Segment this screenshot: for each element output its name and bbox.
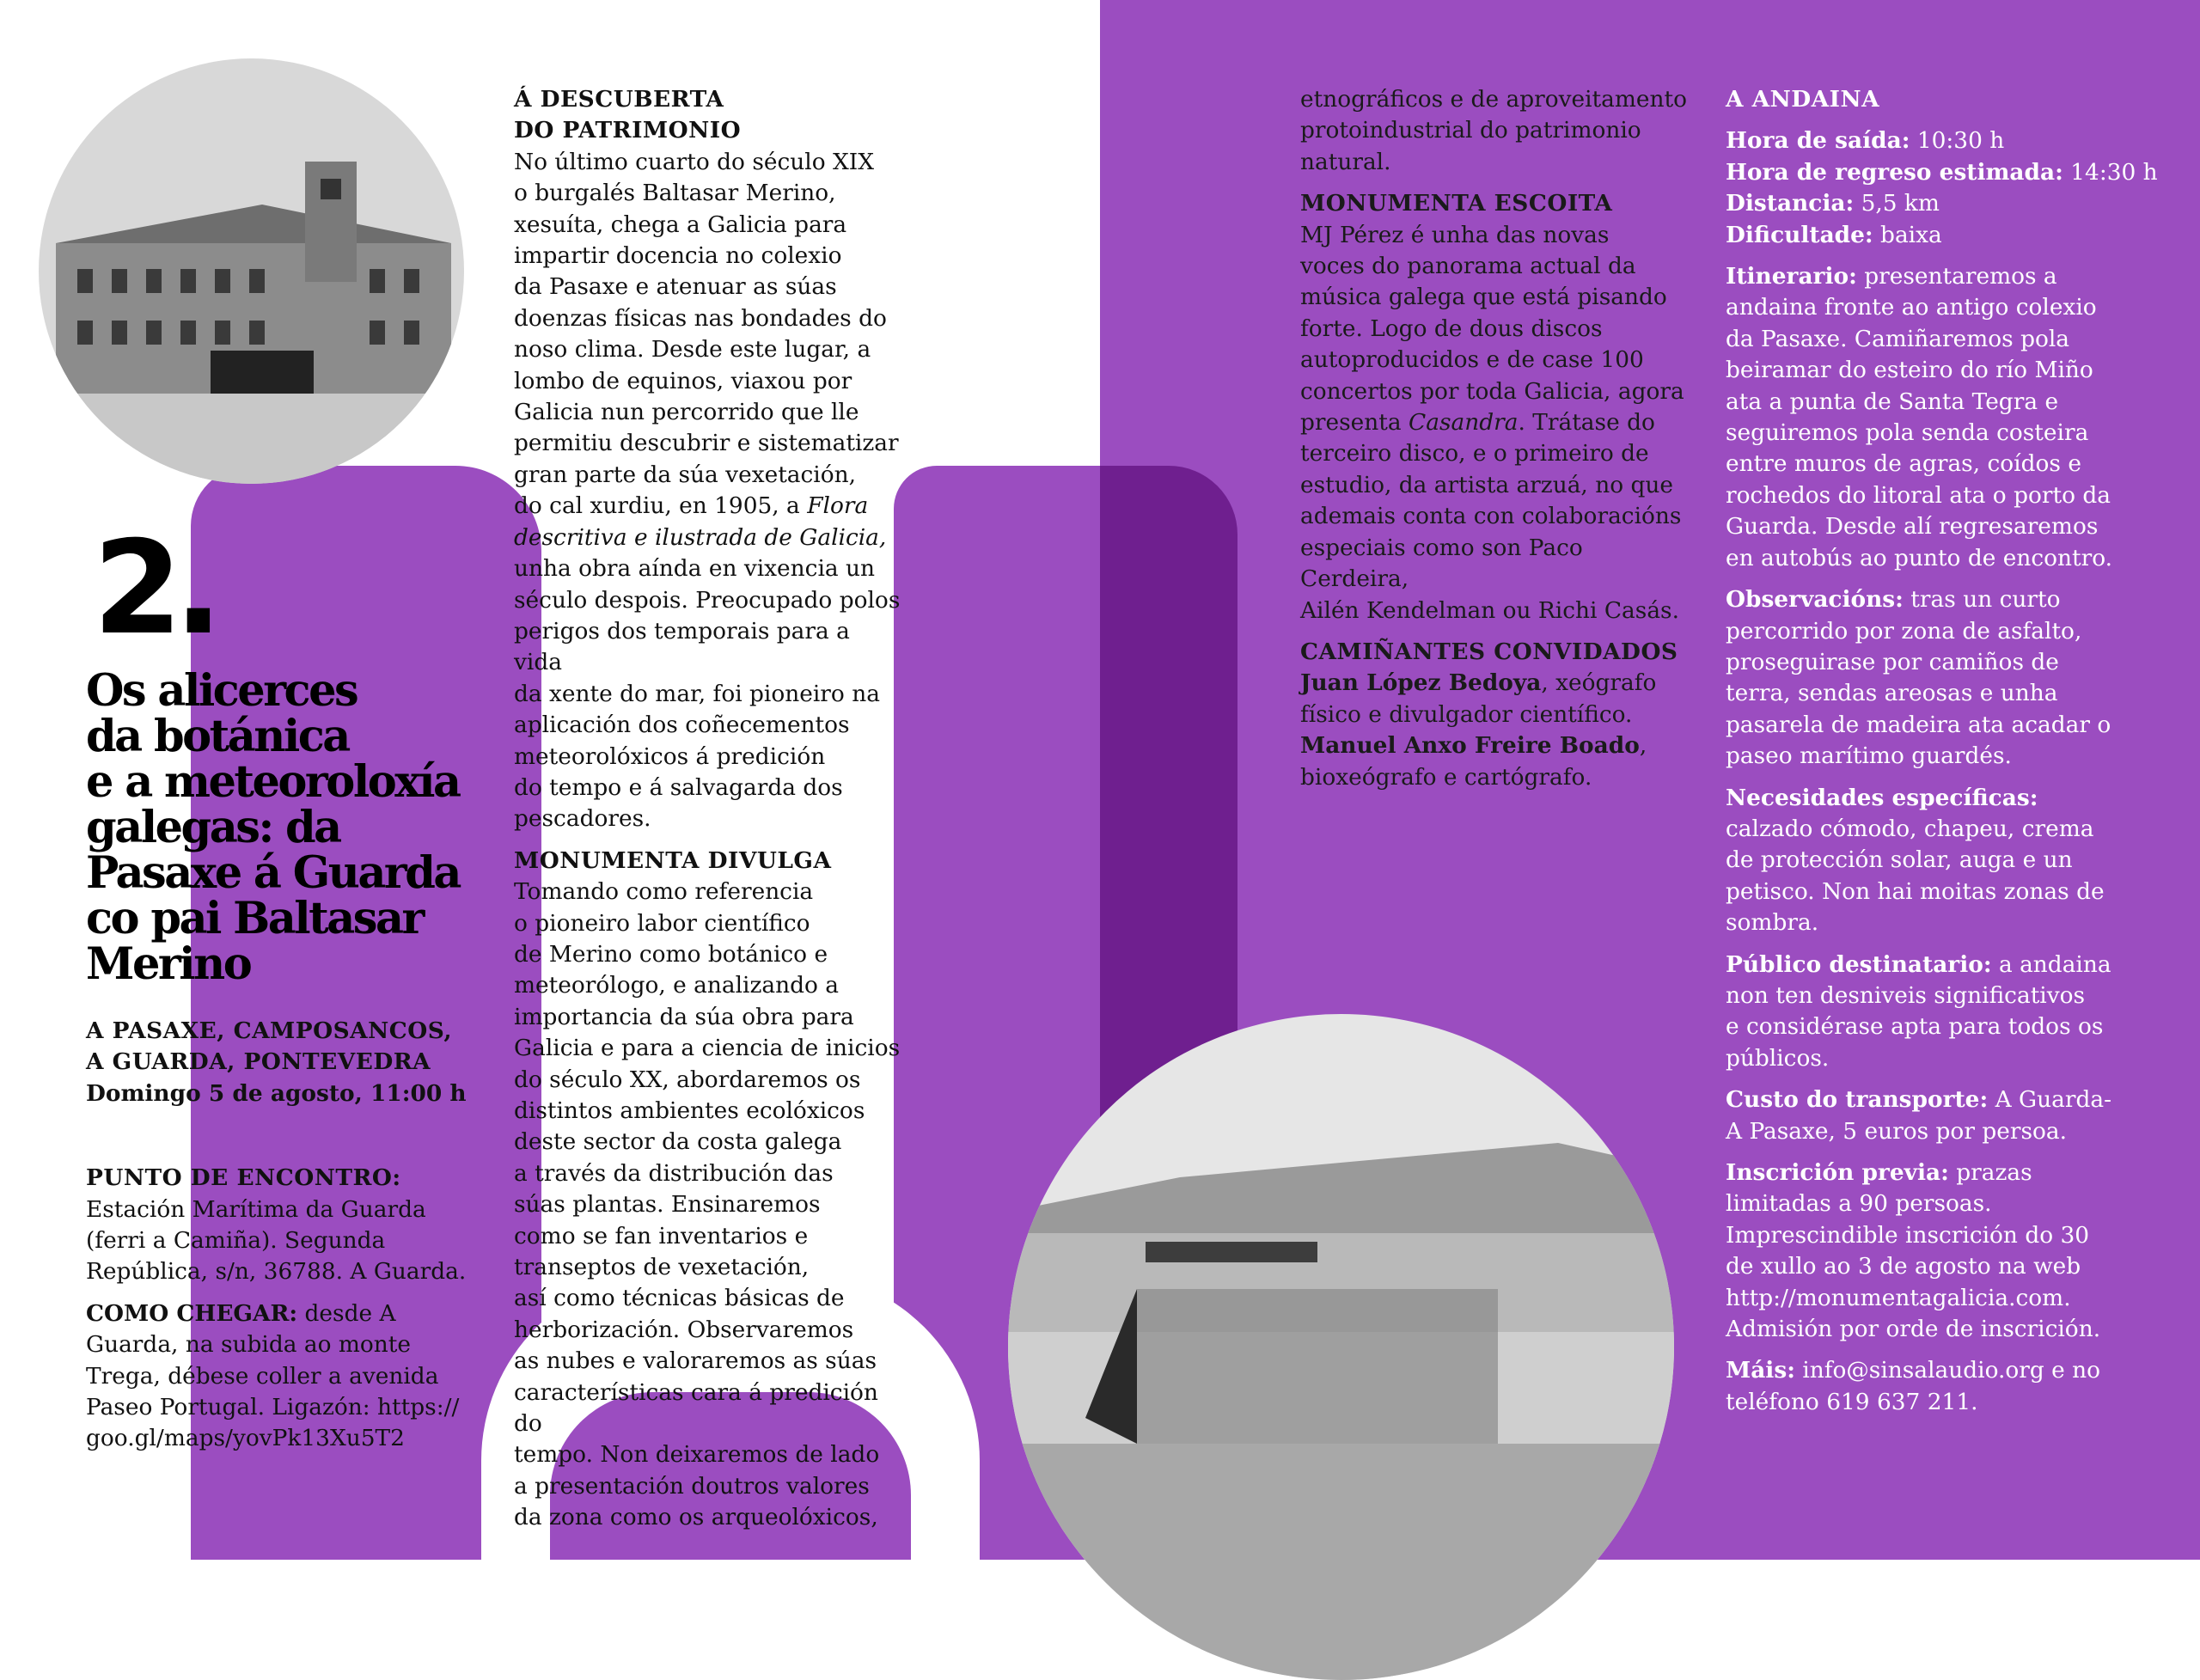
fact-value: 10:30 h <box>1910 127 2005 155</box>
divulga-line: da zona como os arqueolóxicos, <box>514 1504 878 1531</box>
itinerary-line: entre muros de agras, coídos e <box>1726 450 2081 478</box>
itinerary-line: seguiremos pola senda costeira <box>1726 419 2089 447</box>
divulga-line: a través da distribución das <box>514 1159 834 1187</box>
heritage-line: lombo de equinos, viaxou por <box>514 367 852 394</box>
directions-line: Guarda, na subida ao monte <box>86 1331 411 1359</box>
itinerary-line: andaina fronte ao antigo colexio <box>1726 294 2097 321</box>
registration-line: Admisión por orde de inscrición. <box>1726 1316 2101 1343</box>
needs-line: calzado cómodo, chapeu, crema <box>1726 815 2094 842</box>
heritage-line: xesuíta, chega a Galicia para <box>514 211 847 238</box>
escoita-text: . Trátase do <box>1518 409 1655 437</box>
event-date: Domingo 5 de agosto, 11:00 h <box>86 1079 467 1107</box>
escoita-heading: MONUMENTA ESCOITA <box>1300 190 1613 217</box>
meeting-line: (ferri a Camiña). Segunda <box>86 1227 386 1255</box>
heritage-line: o burgalés Baltasar Merino, <box>514 180 836 207</box>
escoita-column <box>1300 84 1696 793</box>
needs-line: sombra. <box>1726 909 1819 937</box>
observations-line: pasarela de madeira ata acadar o <box>1726 711 2111 738</box>
heritage-line <box>514 522 901 553</box>
contact-email[interactable]: info@sinsalaudio.org e no <box>1794 1357 2101 1384</box>
audience-line: non ten desniveis significativos <box>1726 981 2086 1009</box>
fact-value: 14:30 h <box>2062 158 2158 186</box>
fact-value: 5,5 km <box>1854 190 1940 217</box>
heritage-line: gran parte da súa vexetación, <box>514 461 857 488</box>
registration-text: prazas <box>1948 1159 2032 1186</box>
fact-label: Hora de regreso estimada: <box>1726 158 2063 186</box>
heritage-line: século despois. Preocupado polos <box>514 586 901 614</box>
title-line: co pai Baltasar <box>86 893 423 944</box>
itinerary-line <box>1726 261 2172 292</box>
escoita-line: terceiro disco, e o primeiro de <box>1300 440 1649 467</box>
divulga-line: transeptos de vexetación, <box>514 1254 810 1281</box>
observations-line: terra, sendas areosas e unha <box>1726 680 2058 707</box>
intro-line: protoindustrial do patrimonio <box>1300 117 1641 144</box>
itinerary-line: Guarda. Desde alí regresaremos <box>1726 513 2099 541</box>
observations-text: tras un curto <box>1903 586 2061 614</box>
feature-title <box>86 665 481 990</box>
guest-name: Manuel Anxo Freire Boado <box>1300 732 1640 760</box>
divulga-line: distintos ambientes ecolóxicos <box>514 1097 865 1124</box>
fact-row <box>1726 125 2172 156</box>
itinerary-line: rochedos do litoral ata o porto da <box>1726 481 2111 509</box>
escoita-line: Ailén Kendelman ou Richi Casás. <box>1300 596 1679 624</box>
divulga-line: tempo. Non deixaremos de lado <box>514 1441 880 1469</box>
escoita-line: especiais como son Paco Cerdeira, <box>1300 534 1583 593</box>
heritage-line: Galicia nun percorrido que lle <box>514 399 859 426</box>
observations-line: percorrido por zona de asfalto, <box>1726 617 2082 645</box>
divulga-line: meteorólogo, e analizando a <box>514 972 840 999</box>
book-title: descritiva e ilustrada de Galicia, <box>514 523 887 551</box>
fact-label: Distancia: <box>1726 190 1855 217</box>
heritage-line: permitiu descubrir e sistematizar <box>514 430 899 457</box>
heritage-line: da xente do mar, foi pioneiro na <box>514 680 880 707</box>
location-block <box>86 1016 481 1455</box>
guests-heading: CAMIÑANTES CONVIDADOS <box>1300 638 1678 665</box>
fact-row <box>1726 157 2172 188</box>
divulga-line: Tomando como referencia <box>514 878 814 906</box>
contact-phone: teléfono 619 637 211. <box>1726 1388 1978 1415</box>
divulga-line: Galicia e para a ciencia de inicios <box>514 1035 901 1062</box>
directions-paragraph <box>86 1298 481 1329</box>
fact-label: Hora de saída: <box>1726 127 1910 155</box>
guest-line: físico e divulgador científico. <box>1300 700 1633 728</box>
heritage-line <box>514 491 901 522</box>
building-photo <box>39 58 464 484</box>
meeting-line: República, s/n, 36788. A Guarda. <box>86 1258 467 1286</box>
guest-text: , <box>1639 732 1647 760</box>
heritage-line: impartir docencia no colexio <box>514 242 842 270</box>
audience-line: e considérase apta para todos os <box>1726 1013 2104 1041</box>
directions-line: desde A <box>297 1299 396 1327</box>
guest-line <box>1300 668 1696 699</box>
transport-text: A Guarda- <box>1988 1086 2112 1114</box>
heritage-heading: Á DESCUBERTA <box>514 86 724 113</box>
heritage-line: No último cuarto do século XIX <box>514 148 874 175</box>
andaina-heading: A ANDAINA <box>1726 86 1880 113</box>
heritage-line: unha obra aínda en vixencia un <box>514 555 876 583</box>
intro-line: etnográficos e de aproveitamento <box>1300 86 1688 113</box>
observations-line <box>1726 584 2172 615</box>
itinerary-line: beiramar do esteiro do río Miño <box>1726 357 2093 384</box>
title-line: e a meteoroloxía <box>86 756 460 808</box>
audience-line: públicos. <box>1726 1044 1830 1072</box>
needs-label: Necesidades específicas: <box>1726 784 2038 811</box>
divulga-line: importancia da súa obra para <box>514 1003 854 1030</box>
divulga-line: deste sector da costa galega <box>514 1128 842 1156</box>
heritage-line: noso clima. Desde este lugar, a <box>514 336 871 363</box>
harbour-photo <box>1008 1014 1674 1680</box>
heritage-heading: DO PATRIMONIO <box>514 117 742 144</box>
contact-label: Máis: <box>1726 1357 1795 1384</box>
divulga-line: de Merino como botánico e <box>514 940 828 968</box>
registration-line: limitadas a 90 persoas. <box>1726 1190 1992 1218</box>
registration-label: Inscrición previa: <box>1726 1159 1949 1186</box>
needs-line: de protección solar, auga e un <box>1726 846 2073 874</box>
fact-row <box>1726 220 2172 251</box>
andaina-column <box>1726 84 2172 1418</box>
divulga-line: súas plantas. Ensinaremos <box>514 1191 821 1219</box>
meeting-heading: PUNTO DE ENCONTRO: <box>86 1164 401 1192</box>
title-line: galegas: da <box>86 802 340 853</box>
escoita-line: concertos por toda Galicia, agora <box>1300 377 1684 405</box>
escoita-text: presenta <box>1300 409 1409 437</box>
escoita-line <box>1300 407 1696 438</box>
fact-value: baixa <box>1873 221 1942 248</box>
heritage-line: doenzas físicas nas bondades do <box>514 304 887 332</box>
feature-number: 2. <box>93 514 215 663</box>
divulga-line: do século XX, abordaremos os <box>514 1066 861 1093</box>
directions-line: Trega, débese coller a avenida <box>86 1362 439 1390</box>
building-illustration <box>39 58 464 484</box>
observations-line: paseo marítimo guardés. <box>1726 742 2012 770</box>
heritage-column <box>514 84 901 1534</box>
directions-line: goo.gl/maps/yovPk13Xu5T2 <box>86 1425 405 1452</box>
audience-label: Público destinatario: <box>1726 950 1992 978</box>
contact-line <box>1726 1355 2172 1386</box>
heritage-line: da Pasaxe e atenuar as súas <box>514 273 837 301</box>
title-line: Pasaxe á Guarda <box>86 847 460 899</box>
fact-label: Dificultade: <box>1726 221 1873 248</box>
itinerary-line: da Pasaxe. Camiñaremos pola <box>1726 325 2070 352</box>
divulga-line: as nubes e valoraremos as súas <box>514 1347 877 1375</box>
itinerary-label: Itinerario: <box>1726 263 1857 290</box>
divulga-line: herborización. Observaremos <box>514 1316 854 1343</box>
transport-line: A Pasaxe, 5 euros por persoa. <box>1726 1117 2068 1145</box>
escoita-line: autoproducidos e de case 100 <box>1300 346 1644 374</box>
registration-line <box>1726 1158 2172 1188</box>
needs-line: petisco. Non hai moitas zonas de <box>1726 877 2105 905</box>
observations-label: Observacións: <box>1726 586 1904 614</box>
escoita-line: MJ Pérez é unha das novas <box>1300 221 1610 248</box>
divulga-line: a presentación doutros valores <box>514 1472 870 1500</box>
itinerary-text: presentaremos a <box>1856 263 2057 290</box>
audience-text: a andaina <box>1991 950 2111 978</box>
harbour-illustration <box>1008 1014 1674 1680</box>
divulga-line: o pioneiro labor científico <box>514 909 810 937</box>
escoita-line: estudio, da artista arzuá, no que <box>1300 471 1673 498</box>
audience-line <box>1726 950 2172 981</box>
heritage-line: perigos dos temporais para a vida <box>514 617 850 676</box>
heritage-line: pescadores. <box>514 805 651 833</box>
directions-label: COMO CHEGAR: <box>86 1299 298 1327</box>
meeting-line: Estación Marítima da Guarda <box>86 1195 426 1223</box>
itinerary-line: en autobús ao punto de encontro. <box>1726 544 2113 571</box>
registration-line: Imprescindible inscrición do 30 <box>1726 1221 2090 1249</box>
book-title: Flora <box>807 492 869 520</box>
divulga-line: así como técnicas básicas de <box>514 1285 845 1312</box>
divulga-line: como se fan inventarios e <box>514 1222 809 1249</box>
title-line: Os alicerces <box>86 665 358 717</box>
album-title: Casandra <box>1409 409 1519 437</box>
fact-row <box>1726 188 2172 219</box>
title-line: Merino <box>86 938 251 990</box>
escoita-line: música galega que está pisando <box>1300 284 1667 311</box>
transport-line <box>1726 1084 2172 1115</box>
registration-url[interactable]: http://monumentagalicia.com. <box>1726 1284 2071 1311</box>
itinerary-line: ata a punta de Santa Tegra e <box>1726 388 2059 415</box>
place-line: A GUARDA, PONTEVEDRA <box>86 1048 431 1076</box>
heritage-text: do cal xurdiu, en 1905, a <box>514 492 808 520</box>
directions-line: Paseo Portugal. Ligazón: https:// <box>86 1394 460 1421</box>
escoita-line: voces do panorama actual da <box>1300 253 1636 280</box>
divulga-heading: MONUMENTA DIVULGA <box>514 846 832 874</box>
intro-line: natural. <box>1300 148 1391 175</box>
guest-name: Juan López Bedoya <box>1300 669 1542 697</box>
guest-line <box>1300 730 1696 761</box>
observations-line: proseguirase por camiños de <box>1726 648 2059 675</box>
title-line: da botánica <box>86 711 349 762</box>
place-line: A PASAXE, CAMPOSANCOS, <box>86 1017 453 1044</box>
escoita-line: ademais conta con colaboracións <box>1300 503 1682 530</box>
guest-line: bioxeógrafo e cartógrafo. <box>1300 763 1592 791</box>
transport-label: Custo do transporte: <box>1726 1086 1989 1114</box>
heritage-line: meteorolóxicos á predición <box>514 742 826 770</box>
heritage-line: aplicación dos coñecementos <box>514 712 850 739</box>
escoita-line: forte. Logo de dous discos <box>1300 315 1603 342</box>
guest-text: , xeógrafo <box>1541 669 1657 697</box>
heritage-line: do tempo e á salvagarda dos <box>514 773 843 801</box>
divulga-line: características cara á predición do <box>514 1378 878 1438</box>
registration-line: de xullo ao 3 de agosto na web <box>1726 1253 2081 1280</box>
